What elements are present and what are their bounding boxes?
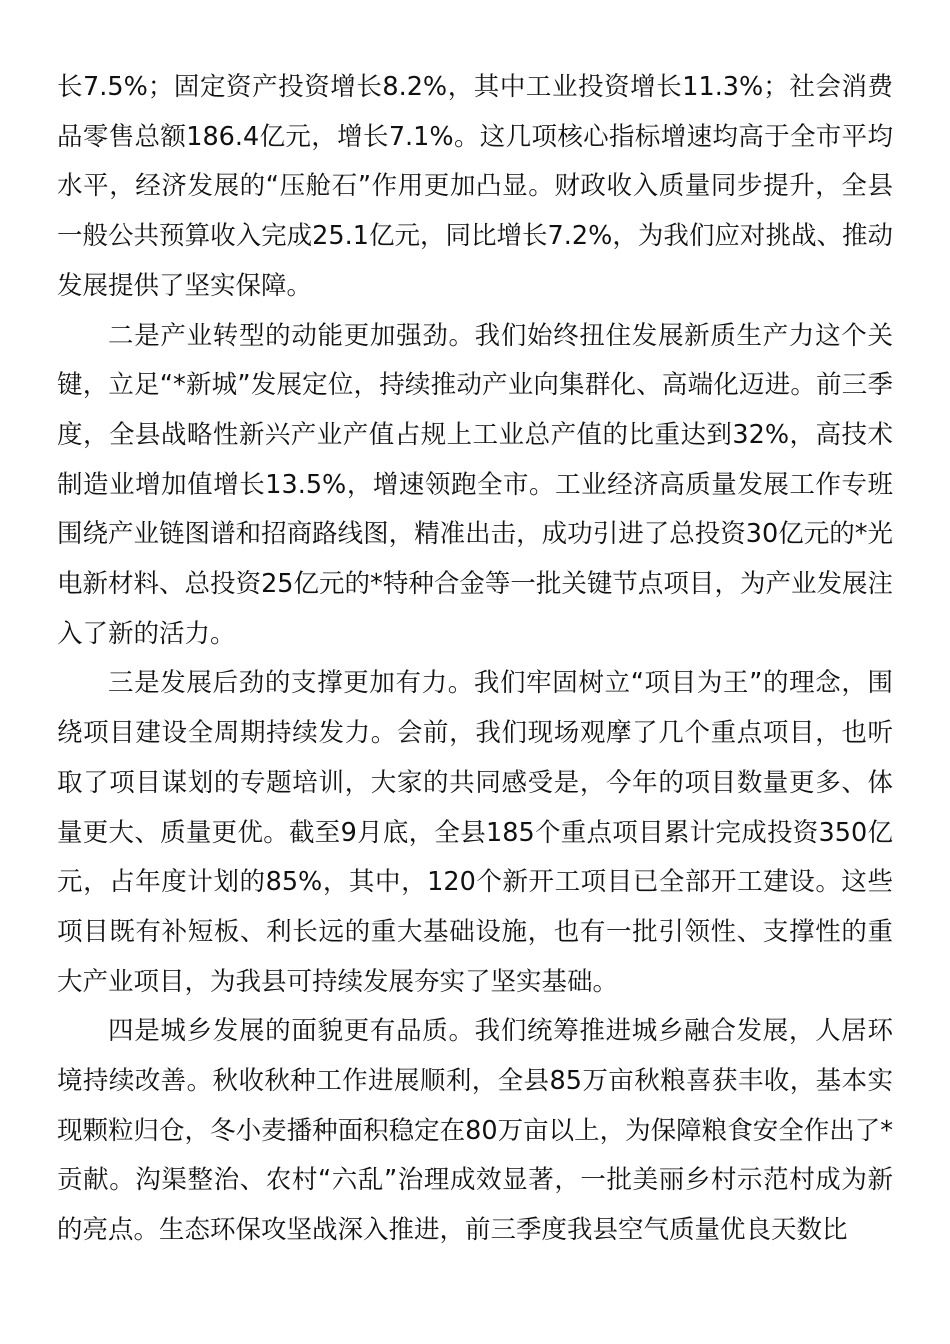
paragraph-urban-rural-development: 四是城乡发展的面貌更有品质。我们统筹推进城乡融合发展，人居环境持续改善。秋收秋种工作进展顺利，全县85万亩秋粮喜获丰收，基本实现颗粒归仓，冬小麦播种面积稳定在80万亩以上，为保障粮食安全作出了*贡献。沟渠整治、农村“六乱”治理成效显著，一批美丽乡村示范村成为新的亮点。生态环保攻坚战深入推进，前三季度我县空气质量优良天数比 — [57, 1016, 893, 1246]
paragraph-economic-indicators: 长7.5%；固定资产投资增长8.2%，其中工业投资增长11.3%；社会消费品零售总额186.4亿元，增长7.1%。这几项核心指标增速均高于全市平均水平，经济发展的“压舱石”作用更加凸显。财政收入质量同步提升，全县一般公共预算收入完成25.1亿元，同比增长7.2%，为我们应对挑战、推动发展提供了坚实保障。 — [57, 72, 893, 301]
paragraph-project-support: 三是发展后劲的支撑更加有力。我们牢固树立“项目为王”的理念，围绕项目建设全周期持续发力。会前，我们现场观摩了几个重点项目，也听取了项目谋划的专题培训，大家的共同感受是，今年的项目数量更多、体量更大、质量更优。截至9月底，全县185个重点项目累计完成投资350亿元，占年度计划的85%，其中，120个新开工项目已全部开工建设。这些项目既有补短板、利长远的重大基础设施，也有一批引领性、支撑性的重大产业项目，为我县可持续发展夯实了坚实基础。 — [57, 668, 893, 997]
paragraph-industrial-transformation: 二是产业转型的动能更加强劲。我们始终扭住发展新质生产力这个关键，立足“*新城”发展定位，持续推动产业向集群化、高端化迈进。前三季度，全县战略性新兴产业产值占规上工业总产值的比重达到32%，高技术制造业增加值增长13.5%，增速领跑全市。工业经济高质量发展工作专班围绕产业链图谱和招商路线图，精准出击，成功引进了总投资30亿元的*光电新材料、总投资25亿元的*特种合金等一批关键节点项目，为产业发展注入了新的活力。 — [57, 320, 893, 649]
document-page — [57, 63, 893, 1256]
